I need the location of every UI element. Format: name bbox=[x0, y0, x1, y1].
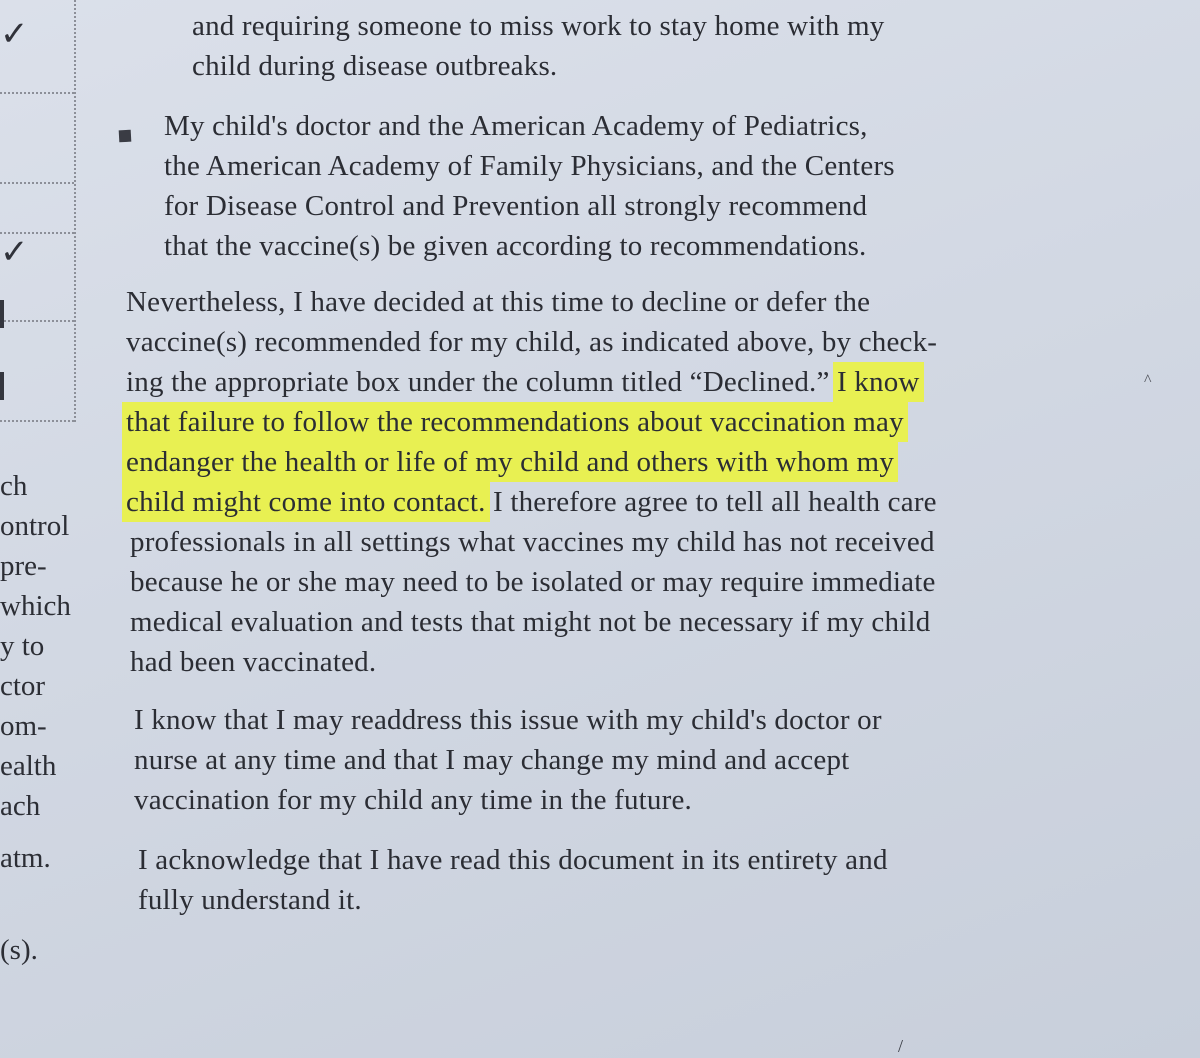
bullet-line: My child's doctor and the American Academy of Pediatrics, bbox=[164, 110, 868, 142]
intro-line: child during disease outbreaks. bbox=[192, 50, 558, 82]
stray-mark: / bbox=[898, 1036, 904, 1056]
highlighted-text: endanger the health or life of my child and others with whom my bbox=[126, 446, 895, 478]
highlighted-text: I know bbox=[837, 366, 920, 398]
left-text-fragment: ch bbox=[0, 470, 28, 502]
paragraph-line: had been vaccinated. bbox=[130, 646, 377, 678]
paragraph-line bbox=[126, 408, 904, 437]
paragraph-line: nurse at any time and that I may change my mind and accept bbox=[134, 744, 850, 776]
bullet-line: for Disease Control and Prevention all strongly recommend bbox=[164, 190, 868, 222]
highlighted-text: child might come into contact. bbox=[126, 486, 486, 518]
paragraph-text: I therefore agree to tell all health care bbox=[493, 486, 937, 518]
paragraph-line bbox=[126, 488, 937, 517]
left-text-fragment: ealth bbox=[0, 750, 57, 782]
paragraph-line: because he or she may need to be isolated or may require immediate bbox=[130, 566, 936, 598]
paragraph-line: I acknowledge that I have read this document in its entirety and bbox=[138, 844, 888, 876]
stray-mark: ^ bbox=[1144, 372, 1152, 389]
left-text-fragment: y to bbox=[0, 630, 45, 662]
left-text-fragment: pre- bbox=[0, 550, 47, 582]
paragraph-line: vaccination for my child any time in the future. bbox=[134, 784, 693, 816]
paragraph-line: professionals in all settings what vaccines my child has not received bbox=[130, 526, 935, 558]
left-text-fragment: ach bbox=[0, 790, 41, 822]
highlighted-text: that failure to follow the recommendations about vaccination may bbox=[126, 406, 904, 438]
checkmark-icon: ✓ bbox=[0, 16, 29, 53]
left-text-fragment: (s). bbox=[0, 934, 38, 966]
left-text-fragment: atm. bbox=[0, 842, 51, 874]
bullet-square-icon bbox=[119, 130, 132, 143]
bullet-line: the American Academy of Family Physicians, and the Centers bbox=[164, 150, 895, 182]
paragraph-text: ing the appropriate box under the column titled “Declined.” bbox=[126, 366, 830, 398]
intro-line: and requiring someone to miss work to stay home with my bbox=[192, 10, 885, 42]
paragraph-line: medical evaluation and tests that might not be necessary if my child bbox=[130, 606, 931, 638]
paragraph-line: fully understand it. bbox=[138, 884, 362, 916]
paragraph-line: I know that I may readdress this issue with my child's doctor or bbox=[134, 704, 882, 736]
paragraph-line bbox=[126, 448, 894, 477]
left-text-fragment: ontrol bbox=[0, 510, 70, 542]
left-text-fragment: om- bbox=[0, 710, 47, 742]
paragraph-line bbox=[126, 368, 920, 397]
left-text-fragment: which bbox=[0, 590, 71, 622]
checkmark-icon: ✓ bbox=[0, 234, 29, 271]
bullet-line: that the vaccine(s) be given according to recommendations. bbox=[164, 230, 867, 262]
paragraph-line: vaccine(s) recommended for my child, as indicated above, by check- bbox=[126, 326, 938, 358]
paragraph-line: Nevertheless, I have decided at this time to decline or defer the bbox=[126, 286, 871, 318]
left-text-fragment: ctor bbox=[0, 670, 46, 702]
